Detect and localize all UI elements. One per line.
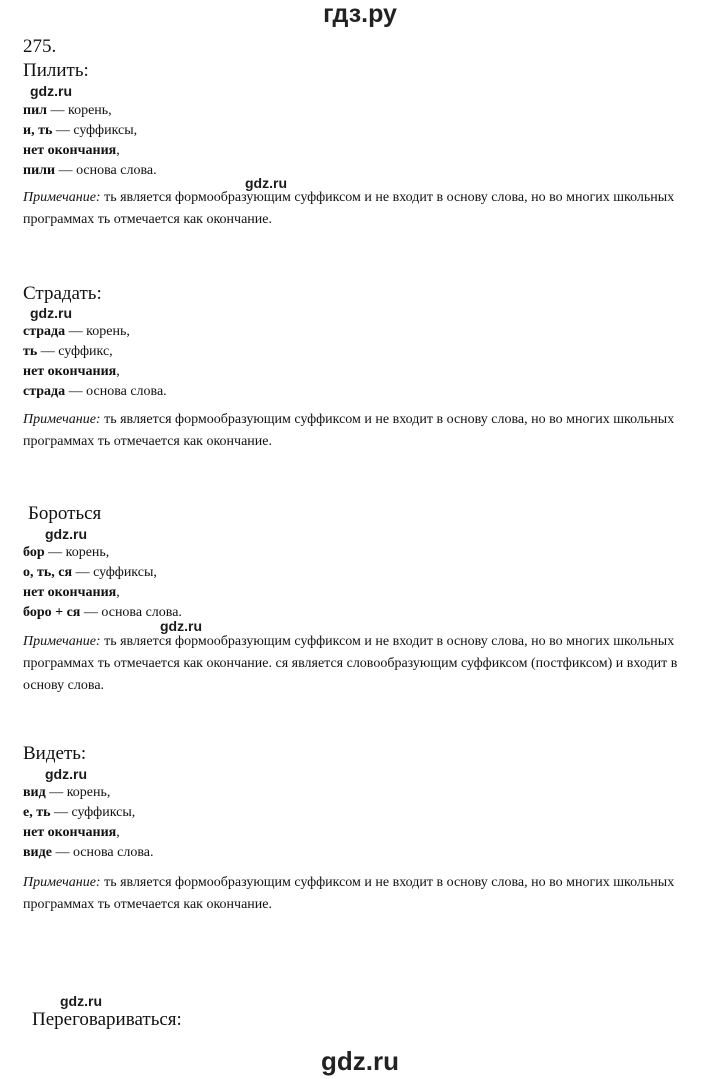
note-label: Примечание: — [23, 190, 101, 205]
morpheme-desc: — суффиксы, — [72, 565, 157, 580]
morpheme-line — [23, 141, 120, 161]
morpheme-desc: , — [116, 825, 120, 840]
word-title-stradat: Страдать: — [23, 283, 102, 304]
word-title-pilit: Пилить: — [23, 60, 89, 81]
note — [23, 187, 693, 231]
morpheme-term: пил — [23, 103, 47, 118]
note — [23, 409, 693, 453]
note-label: Примечание: — [23, 634, 101, 649]
morpheme-line — [23, 362, 120, 382]
morpheme-term: боро + ся — [23, 605, 81, 620]
morpheme-desc: — суффиксы, — [50, 805, 136, 820]
morpheme-term: нет окончания — [23, 825, 117, 840]
morpheme-line — [23, 583, 120, 603]
watermark: gdz.ru — [245, 175, 287, 191]
site-footer: gdz.ru — [321, 1046, 399, 1076]
morpheme-term: страда — [23, 324, 66, 339]
morpheme-term: пили — [23, 163, 56, 178]
morpheme-term: страда — [23, 384, 66, 399]
morpheme-line — [23, 783, 110, 803]
morpheme-desc: — основа слова. — [80, 605, 182, 620]
morpheme-term: нет окончания — [23, 364, 117, 379]
morpheme-desc: , — [116, 364, 120, 379]
exercise-number: 275. — [23, 36, 57, 57]
site-header: гдз.ру — [323, 0, 397, 28]
morpheme-desc: , — [116, 585, 120, 600]
morpheme-line — [23, 843, 153, 863]
morpheme-desc: — основа слова. — [55, 163, 157, 178]
morpheme-desc: — корень, — [44, 545, 110, 560]
morpheme-line — [23, 823, 120, 843]
word-title-videt: Видеть: — [23, 743, 87, 764]
morpheme-term: е, ть — [23, 805, 51, 820]
morpheme-line — [23, 603, 182, 623]
note-label: Примечание: — [23, 412, 101, 427]
word-title-borotsya: Бороться — [28, 503, 102, 524]
morpheme-desc: — основа слова. — [51, 845, 154, 860]
morpheme-term: и, ть — [23, 123, 53, 138]
morpheme-line — [23, 342, 113, 362]
morpheme-desc: — корень, — [65, 324, 130, 339]
note-text: ть является формообразующим суффиксом и не входит в основу слова, но во многих школьных программах ть отмечается как окончание. ся является словообразующим суффиксом (постфиксом) и входит в основу слова. — [23, 634, 678, 693]
morpheme-term: нет окончания — [23, 585, 117, 600]
watermark: gdz.ru — [60, 993, 102, 1009]
morpheme-term: нет окончания — [23, 143, 117, 158]
watermark: gdz.ru — [30, 83, 72, 99]
watermark: gdz.ru — [45, 526, 87, 542]
morpheme-desc: — основа слова. — [65, 384, 167, 399]
morpheme-desc: — корень, — [47, 103, 112, 118]
morpheme-desc: — суффикс, — [37, 344, 113, 359]
note-text: ть является формообразующим суффиксом и не входит в основу слова, но во многих школьных программах ть отмечается как окончание. — [23, 875, 675, 912]
morpheme-term: о, ть, ся — [23, 565, 73, 580]
note — [23, 872, 693, 916]
morpheme-desc: — суффиксы, — [52, 123, 138, 138]
morpheme-term: бор — [23, 545, 45, 560]
word-title-peregovarivatsya: Переговариваться: — [32, 1009, 182, 1030]
note — [23, 631, 693, 697]
note-text: ть является формообразующим суффиксом и не входит в основу слова, но во многих школьных программах ть отмечается как окончание. — [23, 190, 675, 227]
morpheme-line — [23, 543, 109, 563]
morpheme-line — [23, 101, 112, 121]
morpheme-line — [23, 322, 130, 342]
morpheme-desc: — корень, — [45, 785, 111, 800]
note-label: Примечание: — [23, 875, 101, 890]
note-text: ть является формообразующим суффиксом и не входит в основу слова, но во многих школьных программах ть отмечается как окончание. — [23, 412, 675, 449]
morpheme-term: ть — [23, 344, 38, 359]
morpheme-term: виде — [23, 845, 52, 860]
morpheme-line — [23, 803, 135, 823]
morpheme-line — [23, 563, 157, 583]
morpheme-term: вид — [23, 785, 46, 800]
morpheme-line — [23, 382, 167, 402]
morpheme-line — [23, 161, 157, 181]
watermark: gdz.ru — [45, 766, 87, 782]
morpheme-line — [23, 121, 137, 141]
watermark: gdz.ru — [160, 618, 202, 634]
watermark: gdz.ru — [30, 305, 72, 321]
morpheme-desc: , — [116, 143, 120, 158]
